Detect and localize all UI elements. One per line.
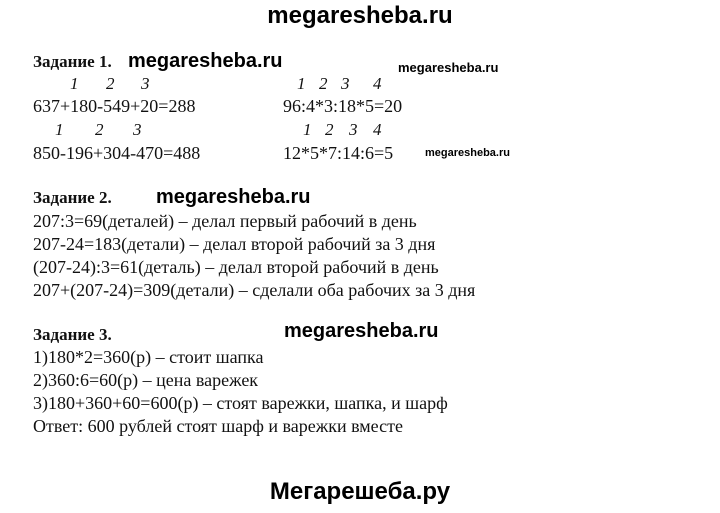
order-number: 1 [55,120,64,139]
task2-line-2: 207-24=183(детали) – делал второй рабочий за 3 дня [33,234,436,254]
task1-right-order2 [283,120,433,140]
order-number: 2 [319,74,328,93]
task1-left-expr1: 637+180-549+20=288 [33,96,196,116]
order-number: 2 [106,74,115,93]
task1-left-order2 [33,120,233,140]
order-number: 3 [349,120,358,139]
task3-answer: Ответ: 600 рублей стоят шарф и варежки вместе [33,416,403,436]
task1-heading: Задание 1. [33,52,112,71]
task3-line-3: 3)180+360+60=600(р) – стоят варежки, шапка, и шарф [33,393,448,413]
task1-left-expr2: 850-196+304-470=488 [33,143,201,163]
task2-heading: Задание 2. [33,188,112,207]
task1-watermark-right: megaresheba.ru [398,60,499,75]
order-number: 2 [95,120,104,139]
task1-right-expr2: 12*5*7:14:6=5 [283,143,394,163]
order-number: 3 [133,120,142,139]
watermark-bottom: Мегарешеба.ру [269,478,451,505]
order-number: 3 [341,74,350,93]
task3-line-1: 1)180*2=360(р) – стоит шапка [33,347,264,367]
task1-left-order1 [33,74,233,94]
task2-line-1: 207:3=69(деталей) – делал первый рабочий в день [33,211,417,231]
order-number: 3 [141,74,150,93]
order-number: 4 [373,74,382,93]
order-number: 4 [373,120,382,139]
task1-watermark-inline: megaresheba.ru [128,50,283,72]
task2-watermark-inline: megaresheba.ru [156,186,311,208]
task3-heading: Задание 3. [33,325,112,344]
task3-watermark-inline: megaresheba.ru [284,320,439,342]
task2-line-4: 207+(207-24)=309(детали) – сделали оба рабочих за 3 дня [33,280,476,300]
task1-right-order1 [283,74,433,94]
task2-line-3: (207-24):3=61(деталь) – делал второй рабочий в день [33,257,439,277]
order-number: 1 [303,120,312,139]
order-number: 2 [325,120,334,139]
watermark-top: megaresheba.ru [267,2,453,29]
task1-watermark-small: megaresheba.ru [425,147,510,159]
order-number: 1 [70,74,79,93]
task3-line-2: 2)360:6=60(р) – цена варежек [33,370,259,390]
task1-right-expr1: 96:4*3:18*5=20 [283,96,403,116]
order-number: 1 [297,74,306,93]
